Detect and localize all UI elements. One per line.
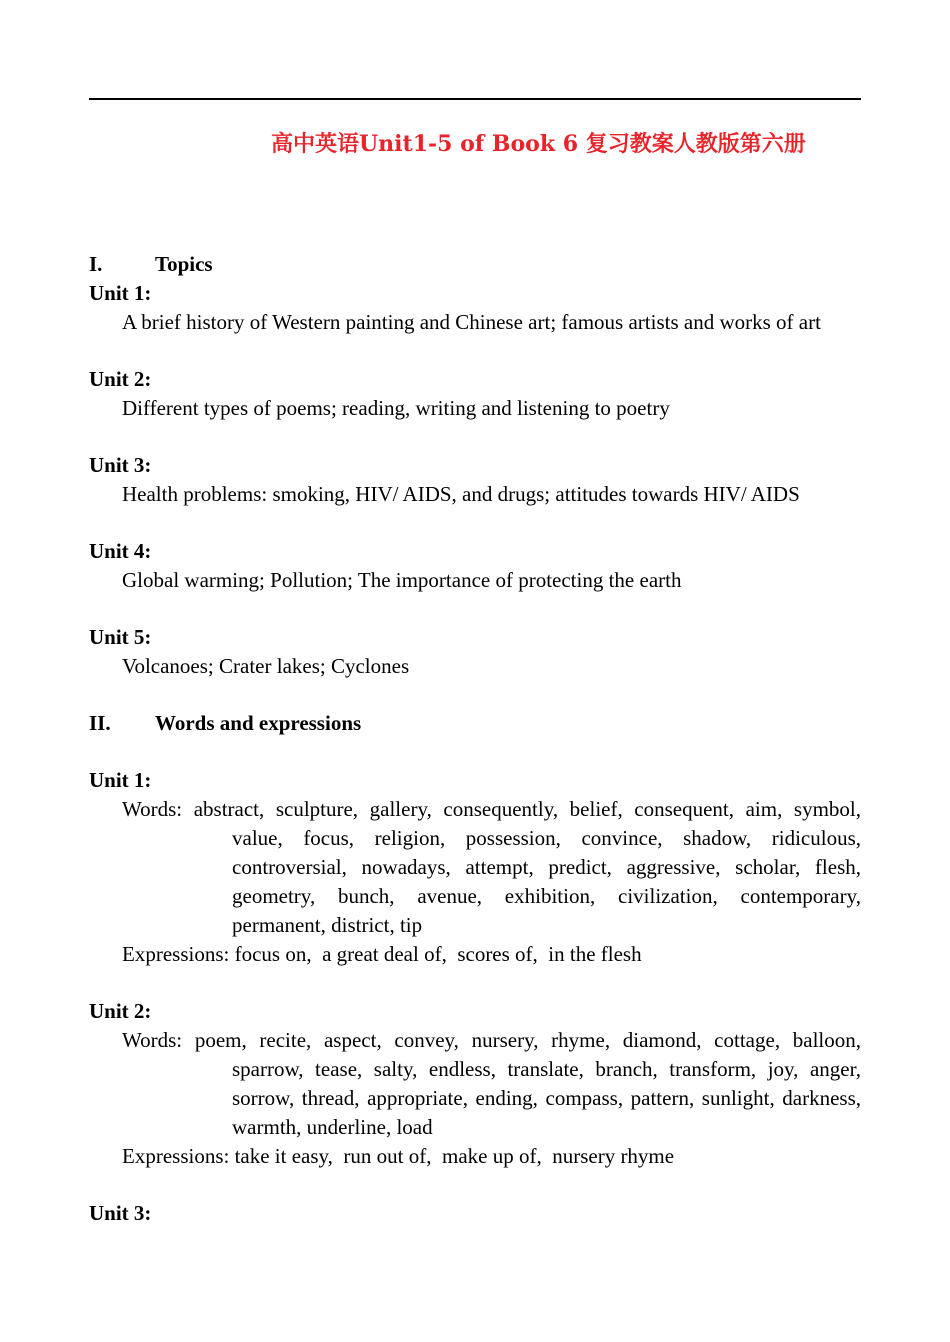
topic-unit-4 <box>89 537 861 595</box>
topic-text: Volcanoes; Crater lakes; Cyclones <box>122 654 410 678</box>
topic-text: Health problems: smoking, HIV/ AIDS, and drugs; attitudes towards HIV/ AIDS <box>122 482 800 506</box>
section-heading-words <box>89 709 861 738</box>
unit-heading: Unit 2: <box>89 999 152 1023</box>
expressions-list: Expressions: focus on, a great deal of, scores of, in the flesh <box>122 942 642 966</box>
topic-text: Global warming; Pollution; The importance of protecting the earth <box>122 568 682 592</box>
unit-heading: Unit 5: <box>89 625 152 649</box>
document-title: 高中英语Unit1-5 of Book 6 复习教案人教版第六册 <box>271 131 806 157</box>
topic-unit-3 <box>89 451 861 509</box>
document-body <box>89 250 861 1228</box>
topic-unit-2 <box>89 365 861 423</box>
section-label: Topics <box>155 252 213 276</box>
topic-text: A brief history of Western painting and Chinese art; famous artists and works of art <box>122 310 821 334</box>
vocab-unit-2 <box>89 997 861 1171</box>
unit-heading: Unit 3: <box>89 453 152 477</box>
words-list: Words: abstract, sculpture, gallery, consequently, belief, consequent, aim, symbol, value, focus, religion, possession, convince, shadow, ridiculous, controversial, nowadays, attempt, predict, aggressive, scholar, flesh, geometry, bunch, avenue, exhibition, civilization, contemporary, permanent, district, tip <box>122 797 861 937</box>
expressions-list: Expressions: take it easy, run out of, make up of, nursery rhyme <box>122 1144 675 1168</box>
section-number: I. <box>89 252 103 276</box>
section-label: Words and expressions <box>155 711 362 735</box>
header-rule <box>89 98 861 100</box>
topic-unit-1 <box>89 279 861 337</box>
unit-heading: Unit 4: <box>89 539 152 563</box>
topic-text: Different types of poems; reading, writing and listening to poetry <box>122 396 670 420</box>
words-list: Words: poem, recite, aspect, convey, nursery, rhyme, diamond, cottage, balloon, sparrow, tease, salty, endless, translate, branch, transform, joy, anger, sorrow, thread, appropriate, ending, compass, pattern, sunlight, darkness, warmth, underline, load <box>122 1028 861 1139</box>
unit-heading: Unit 1: <box>89 768 152 792</box>
topic-unit-5 <box>89 623 861 681</box>
section-heading-topics <box>89 250 861 279</box>
unit-heading: Unit 1: <box>89 281 152 305</box>
section-number: II. <box>89 711 111 735</box>
vocab-unit-1 <box>89 766 861 969</box>
unit-heading: Unit 2: <box>89 367 152 391</box>
unit-heading: Unit 3: <box>89 1201 152 1225</box>
